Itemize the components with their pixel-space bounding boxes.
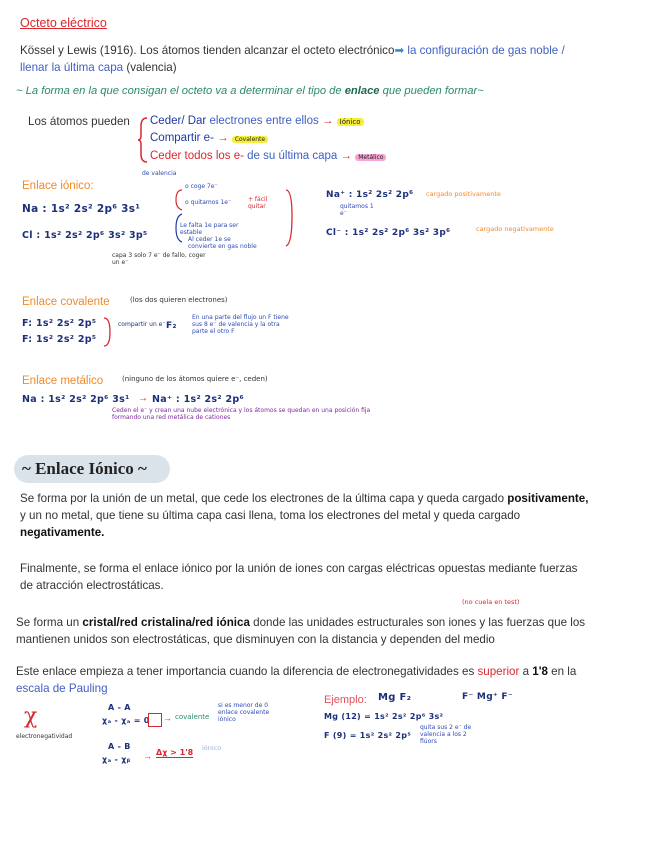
dx-formula: Δχ > 1'8	[156, 748, 194, 757]
note-na-1: o coge 7e⁻	[185, 183, 218, 190]
metalico-arrow-icon: →	[138, 393, 148, 404]
formula-cl-ion: Cl⁻ : 1s² 2s² 2p⁶ 3s² 3p⁶	[326, 228, 451, 238]
cov-note: si es menor de 0 enlace covalente iónico	[218, 702, 270, 723]
cl-ion-tag: cargado negativamente	[476, 225, 554, 233]
section-heading: ~ Enlace Iónico ~	[14, 455, 170, 483]
note-cl-1: Le falta 1e para ser estable	[180, 222, 239, 236]
covalente-mid: compartir un e⁻	[118, 321, 166, 328]
arrow-icon: →	[163, 713, 172, 723]
formula-f2: F: 1s² 2s² 2p⁵	[22, 334, 97, 345]
intro-text: Kössel y Lewis (1916). Los átomos tienden alcanzar el octeto electrónico	[20, 44, 395, 57]
f-config: F (9) = 1s² 2s² 2p⁵	[324, 731, 412, 740]
ejemplo-formula: Mg F₂	[378, 692, 412, 703]
brace-icon	[138, 116, 148, 164]
formula-cl: Cl : 1s² 2s² 2p⁶ 3s² 3p⁵	[22, 230, 148, 241]
arrow-icon: ➡	[394, 44, 405, 57]
section-p1: Se forma por la unión de un metal, que cede los electrones de la última capa y queda cargado positivamente, y un no metal, que tiene su última capa casi llena, toma los electrones del metal y queda cargado negativamente.	[20, 492, 589, 539]
ab-label: A - B	[108, 742, 131, 751]
ionico-brackets-icon	[174, 188, 294, 248]
atoms-item-covalente: Compartir e- → Covalente	[150, 130, 386, 149]
page-title: Octeto eléctrico	[20, 16, 107, 30]
arrow-icon-2: →	[143, 751, 152, 761]
covalente-paren: (los dos quieren electrones)	[130, 296, 228, 304]
section-p2: Finalmente, se forma el enlace iónico por la unión de iones con cargas eléctricas opuestas mediante fuerzas de atracción electrostáticas.	[20, 562, 578, 592]
covalente-result: F₂	[166, 321, 177, 331]
ion-tag: iónico	[202, 744, 222, 752]
metalico-label: Enlace metálico	[22, 375, 104, 387]
na-ion-note: quitamos 1 e⁻	[340, 203, 374, 217]
metalico-paren: (ninguno de los átomos quiere e⁻, ceden)	[122, 375, 268, 383]
xa-formula: χₐ - χₐ = 0	[102, 716, 150, 725]
chi-symbol: χ	[24, 704, 38, 729]
metalico-ion: Na⁺ : 1s² 2s² 2p⁶	[152, 394, 244, 405]
note-capa: capa 3 solo 7 e⁻ de fallo, coger un e⁻	[112, 252, 206, 266]
chi-label: electronegatividad	[16, 733, 73, 740]
intro-link-1: la configuración de gas noble /	[407, 44, 565, 57]
covalente-note: En una parte del flujo un F tiene sus 8 e⁻ de valencia y la otra parte el otro F	[192, 314, 289, 335]
note-cl-2: Al ceder 1e se convierte en gas noble	[188, 236, 257, 250]
tilde-icon: ~	[16, 85, 23, 97]
mg-note: quita sus 2 e⁻ de valencia a los 2 flúors	[420, 724, 472, 745]
atoms-list	[150, 113, 386, 167]
intro-link-2: llenar la última capa	[20, 61, 124, 74]
xb-formula: χₐ - χᵦ	[102, 755, 131, 764]
formula-na-ion: Na⁺ : 1s² 2s² 2p⁶	[326, 190, 414, 200]
na-ion-tag: cargado positivamente	[426, 190, 501, 198]
intro-tail: (valencia)	[126, 61, 177, 74]
ionico-note-top: de valencia	[142, 170, 177, 177]
section-p4: Este enlace empieza a tener importancia cuando la diferencia de electronegatividades es superior a 1'8 en la escala de Pauling	[16, 665, 577, 695]
note-na-2: o quitamos 1e⁻	[185, 199, 232, 206]
metalico-note: Ceden el e⁻ y crean una nube electrónica y los átomos se quedan en una posición fija formando una red metálica de cationes	[112, 407, 371, 421]
formula-na: Na : 1s² 2s² 2p⁶ 3s¹	[22, 203, 141, 215]
covalente-label: Enlace covalente	[22, 296, 110, 308]
section-p3: Se forma un cristal/red cristalina/red iónica donde las unidades estructurales son iones y las fuerzas que los mantienen unidos son electrostáticas, que disminuyen con la distancia y dependen del medio	[16, 616, 586, 646]
tag-metalico: Metálico	[355, 154, 386, 161]
atoms-item-ionico: Ceder/ Dar electrones entre ellos → Iónico	[150, 113, 386, 130]
zero-box	[148, 713, 162, 727]
tag-covalente: Covalente	[232, 136, 268, 143]
ejemplo-ions: F⁻ Mg⁺ F⁻	[462, 692, 513, 702]
note-na-3: + fácil quitar	[248, 196, 268, 210]
ionico-label: Enlace iónico:	[22, 180, 94, 192]
red-note: (no cuela en test)	[462, 598, 520, 606]
cov-tag: covalente	[175, 713, 210, 721]
metalico-formula: Na : 1s² 2s² 2p⁶ 3s¹	[22, 394, 130, 405]
intro-paragraph	[20, 42, 650, 76]
covalente-brace-icon	[103, 316, 113, 348]
forma-bold: enlace	[344, 85, 380, 97]
pauling-link: escala de Pauling	[16, 682, 108, 695]
forma-line: ~ La forma en la que consigan el octeto va a determinar el tipo de enlace que pueden formar~	[16, 85, 484, 97]
ejemplo-label: Ejemplo:	[324, 694, 367, 706]
atoms-item-metalico: Ceder todos los e- de su última capa → Metálico	[150, 148, 386, 167]
aa-label: A - A	[108, 703, 131, 712]
mg-config: Mg (12) = 1s² 2s² 2p⁶ 3s²	[324, 712, 444, 721]
tag-ionico: Iónico	[337, 118, 364, 126]
formula-f1: F: 1s² 2s² 2p⁵	[22, 318, 97, 329]
atoms-lead: Los átomos pueden	[28, 115, 130, 128]
